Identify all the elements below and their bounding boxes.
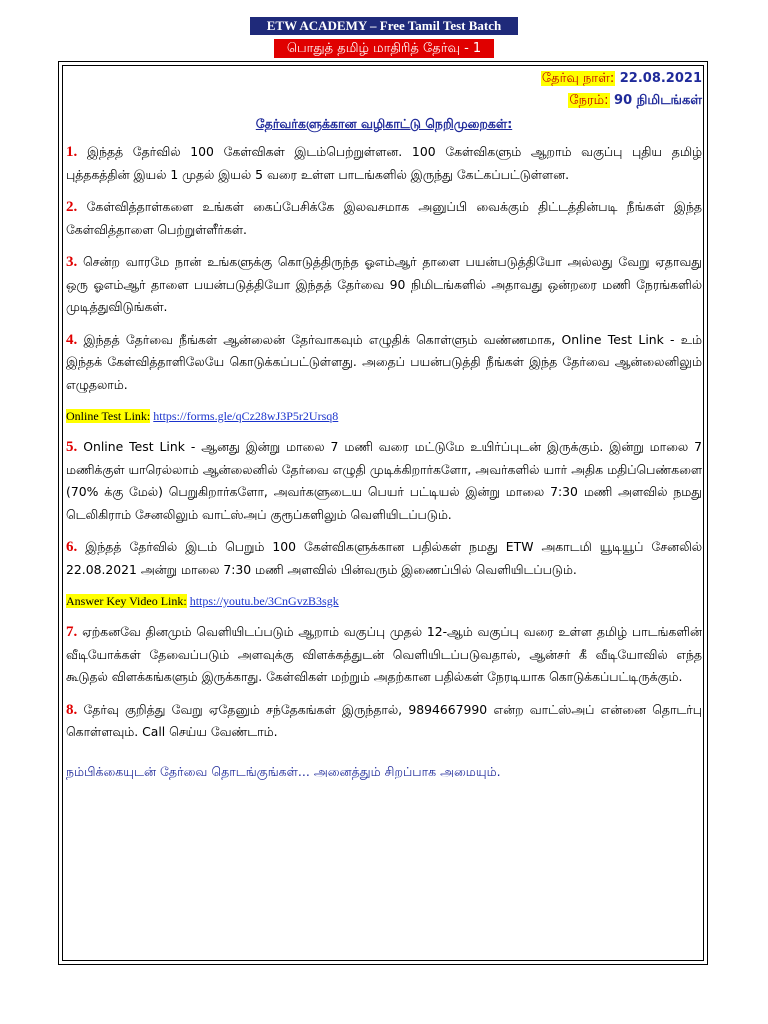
time-label: நேரம்: [569,93,609,108]
online-test-link[interactable]: https://forms.gle/qCz28wJ3P5r2Ursq8 [153,409,339,423]
answer-key-link-row [66,591,702,611]
instruction-4 [66,329,702,397]
online-test-link-label: Online Test Link: [66,409,151,423]
instruction-number: 7. [66,624,78,640]
answer-key-link-label: Answer Key Video Link: [66,594,187,608]
exam-date [66,68,702,90]
instruction-text: இந்தத் தேர்வில் இடம் பெறும் 100 கேள்விகளுக்கான பதில்கள் நமது ETW அகாடமி யூடியூப் சேனலில் 22.08.2021 அன்று மாலை 7:30 மணி அளவில் பின்வரும் இணைப்பில் வெளியிடப்படும். [66,539,702,577]
instruction-number: 4. [66,331,78,348]
instruction-3 [66,251,702,319]
instruction-6 [66,536,702,581]
instruction-8 [66,699,702,744]
instruction-7 [66,621,702,689]
instruction-2 [66,196,702,241]
answer-key-link[interactable]: https://youtu.be/3CnGvzB3sgk [189,594,339,608]
instructions-heading: தேர்வர்களுக்கான வழிகாட்டு நெறிமுறைகள்: [255,116,513,131]
instruction-number: 5. [66,439,78,455]
instruction-text: கேள்வித்தாள்களை உங்கள் கைப்பேசிக்கே இலவசமாக அனுப்பி வைக்கும் திட்டத்தின்படி நீங்கள் இந்த கேள்வித்தாளை பெற்றுள்ளீர்கள். [66,199,702,237]
instruction-text: தேர்வு குறித்து வேறு ஏதேனும் சந்தேகங்கள் இருந்தால், 9894667990 என்ற வாட்ஸ்அப் என்னை தொடர்பு கொள்ளவும். Call செய்ய வேண்டாம். [66,701,702,739]
time-value: 90 நிமிடங்கள் [614,93,702,108]
instruction-text: Online Test Link - ஆனது இன்று மாலை 7 மணி வரை மட்டுமே உயிர்ப்புடன் இருக்கும். இன்று மாலை 7 மணிக்குள் யாரெல்லாம் ஆன்லைனில் தேர்வை எழுதி முடிக்கிறார்களோ, அவர்களில் யார் அதிக மதிப்பெண்களை (70% க்கு மேல்) பெறுகிறார்களோ, அவர்களுடைய பெயர் பட்டியல் இன்று மாலை 7:30 மணி அளவில் நமது டெலிகிராம் சேனலிலும் வாட்ஸ்அப் குரூப்களிலும் வெளியிடப்படும். [66,439,702,522]
instruction-5 [66,436,702,526]
instruction-text: ஏற்கனவே தினமும் வெளியிடப்படும் ஆறாம் வகுப்பு முதல் 12-ஆம் வகுப்பு வரை உள்ள தமிழ் பாடங்களின் வீடியோக்கள் தேவைப்படும் அளவுக்கு விளக்கத்துடன் வெளியிடப்படுவதால், ஆன்சர் கீ வீடியோவில் எந்த கூடுதல் விளக்கங்களும் இருக்காது. கேள்விகள் மற்றும் அதற்கான பதில்கள் நேரடியாக கொடுக்கப்பட்டிருக்கும். [66,624,702,684]
academy-title: ETW ACADEMY – Free Tamil Test Batch [250,17,518,35]
instruction-number: 2. [66,199,78,215]
closing-message: நம்பிக்கையுடன் தேர்வை தொடங்குங்கள்... அனைத்தும் சிறப்பாக அமையும். [66,763,501,779]
date-label: தேர்வு நாள்: [541,71,615,86]
instruction-number: 6. [66,539,78,555]
instruction-text: சென்ற வாரமே நான் உங்களுக்கு கொடுத்திருந்த ஓஎம்ஆர் தாளை பயன்படுத்தியோ அல்லது வேறு ஏதாவது ஒரு ஓஎம்ஆர் தாளை பயன்படுத்தியோ இந்தத் தேர்வை 90 நிமிடங்களில் அதாவது ஒன்றரை மணி நேரங்களில் முடித்துவிடுங்கள். [66,254,702,314]
exam-meta [66,68,702,112]
instruction-text: இந்தத் தேர்வில் 100 கேள்விகள் இடம்பெற்றுள்ளன. 100 கேள்விகளும் ஆறாம் வகுப்பு புதிய தமிழ் புத்தகத்தின் இயல் 1 முதல் இயல் 5 வரை உள்ள பாடங்களில் இருந்து கேட்கப்பட்டுள்ளன. [66,144,702,182]
instruction-1 [66,141,702,186]
instruction-text: இந்தத் தேர்வை நீங்கள் ஆன்லைன் தேர்வாகவும் எழுதிக் கொள்ளும் வண்ணமாக, Online Test Link - உம் இந்தக் கேள்வித்தாளிலேயே கொடுக்கப்பட்டுள்ளது. அதைப் பயன்படுத்தி நீங்கள் இந்த தேர்வை ஆன்லைனிலும் எழுதலாம். [66,331,702,392]
exam-duration [66,90,702,112]
online-test-link-row [66,406,702,426]
instruction-number: 3. [66,254,78,270]
instruction-number: 1. [66,144,78,160]
date-value: 22.08.2021 [619,71,702,86]
instruction-number: 8. [66,701,78,718]
document-body [66,68,702,781]
test-title: பொதுத் தமிழ் மாதிரித் தேர்வு - 1 [274,39,494,58]
